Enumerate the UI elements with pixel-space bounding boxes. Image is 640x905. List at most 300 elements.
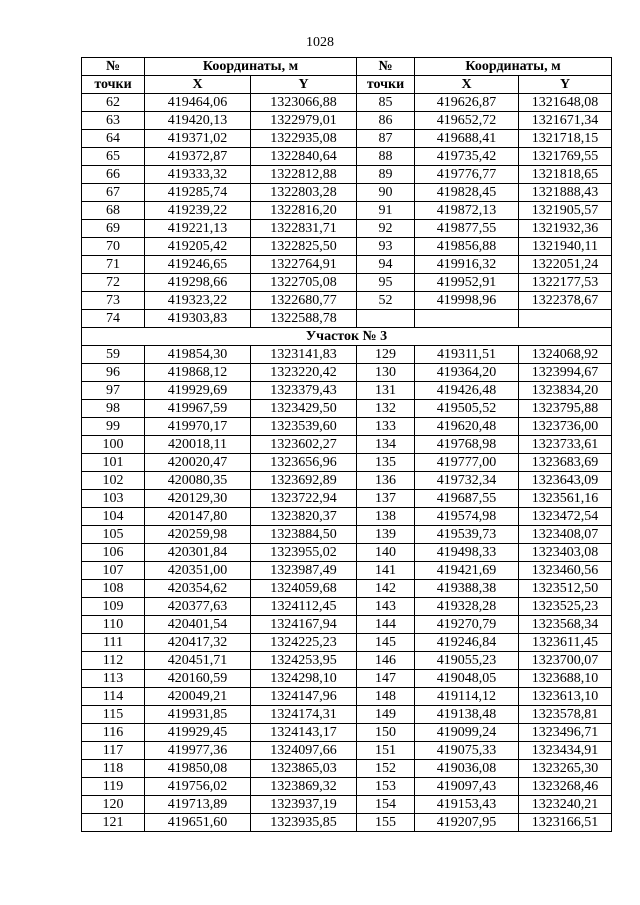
table-row <box>82 166 612 184</box>
y-left-cell: 1323722,94 <box>251 490 357 508</box>
point-no-left-cell: 103 <box>82 490 145 508</box>
table-row <box>82 148 612 166</box>
x-right-cell: 419270,79 <box>415 616 519 634</box>
x-right-cell: 419877,55 <box>415 220 519 238</box>
table-row <box>82 130 612 148</box>
table-row <box>82 778 612 796</box>
point-no-left-cell: 66 <box>82 166 145 184</box>
table-row <box>82 526 612 544</box>
x-right-cell: 419777,00 <box>415 454 519 472</box>
header-row-bottom <box>82 76 612 94</box>
y-left-cell: 1323955,02 <box>251 544 357 562</box>
y-left-cell: 1324253,95 <box>251 652 357 670</box>
point-no-left-cell: 101 <box>82 454 145 472</box>
point-no-left-cell: 119 <box>82 778 145 796</box>
y-left-cell: 1322935,08 <box>251 130 357 148</box>
x-left-cell: 419298,66 <box>145 274 251 292</box>
point-no-left-cell: 111 <box>82 634 145 652</box>
point-word-header-right: точки <box>357 76 415 94</box>
y-left-cell: 1323379,43 <box>251 382 357 400</box>
point-no-left-cell: 59 <box>82 346 145 364</box>
point-no-right-cell: 90 <box>357 184 415 202</box>
x-right-cell: 419872,13 <box>415 202 519 220</box>
x-left-cell: 420049,21 <box>145 688 251 706</box>
y-left-cell: 1324167,94 <box>251 616 357 634</box>
x-left-cell: 420160,59 <box>145 670 251 688</box>
y-right-cell: 1321769,55 <box>519 148 612 166</box>
point-no-left-cell: 116 <box>82 724 145 742</box>
x-right-cell: 419426,48 <box>415 382 519 400</box>
section-title-row <box>82 328 612 346</box>
point-no-right-cell: 131 <box>357 382 415 400</box>
point-no-left-cell: 112 <box>82 652 145 670</box>
point-no-right-cell: 129 <box>357 346 415 364</box>
point-no-left-cell: 96 <box>82 364 145 382</box>
y-left-cell: 1322705,08 <box>251 274 357 292</box>
x-left-cell: 419970,17 <box>145 418 251 436</box>
table-row <box>82 346 612 364</box>
point-no-right-cell: 154 <box>357 796 415 814</box>
x-left-cell: 419854,30 <box>145 346 251 364</box>
y-right-cell: 1323525,23 <box>519 598 612 616</box>
table-row <box>82 274 612 292</box>
y-left-cell: 1322812,88 <box>251 166 357 184</box>
y-left-cell: 1323220,42 <box>251 364 357 382</box>
point-no-right-cell: 137 <box>357 490 415 508</box>
x-header-right: X <box>415 76 519 94</box>
point-no-left-cell: 118 <box>82 760 145 778</box>
y-left-cell: 1323820,37 <box>251 508 357 526</box>
y-left-cell: 1324059,68 <box>251 580 357 598</box>
table-row <box>82 112 612 130</box>
x-right-cell: 419421,69 <box>415 562 519 580</box>
table-row <box>82 580 612 598</box>
y-left-cell: 1322840,64 <box>251 148 357 166</box>
table-row <box>82 598 612 616</box>
y-left-cell: 1323141,83 <box>251 346 357 364</box>
y-right-cell: 1321648,08 <box>519 94 612 112</box>
table-header <box>82 58 612 94</box>
y-left-cell: 1323602,27 <box>251 436 357 454</box>
header-row-top <box>82 58 612 76</box>
table-row <box>82 220 612 238</box>
x-right-cell: 419776,77 <box>415 166 519 184</box>
y-right-cell: 1321718,15 <box>519 130 612 148</box>
y-right-cell: 1323643,09 <box>519 472 612 490</box>
x-left-cell: 420351,00 <box>145 562 251 580</box>
y-left-cell: 1322831,71 <box>251 220 357 238</box>
point-no-right-cell: 150 <box>357 724 415 742</box>
point-no-left-cell: 97 <box>82 382 145 400</box>
x-right-cell: 419075,33 <box>415 742 519 760</box>
point-no-right-cell <box>357 310 415 328</box>
point-no-left-cell: 71 <box>82 256 145 274</box>
page-number: 1028 <box>306 35 334 50</box>
y-left-cell: 1324143,17 <box>251 724 357 742</box>
table-row <box>82 544 612 562</box>
y-right-cell: 1323994,67 <box>519 364 612 382</box>
x-left-cell: 419239,22 <box>145 202 251 220</box>
y-left-cell: 1324112,45 <box>251 598 357 616</box>
point-no-right-cell: 155 <box>357 814 415 832</box>
x-right-cell: 419138,48 <box>415 706 519 724</box>
point-no-left-cell: 64 <box>82 130 145 148</box>
x-right-cell: 419952,91 <box>415 274 519 292</box>
y-right-cell: 1323834,20 <box>519 382 612 400</box>
y-right-cell: 1323611,45 <box>519 634 612 652</box>
y-right-cell: 1324068,92 <box>519 346 612 364</box>
point-no-right-cell: 153 <box>357 778 415 796</box>
x-left-cell: 419205,42 <box>145 238 251 256</box>
x-right-cell: 419626,87 <box>415 94 519 112</box>
y-right-cell: 1323736,00 <box>519 418 612 436</box>
y-right-cell: 1323568,34 <box>519 616 612 634</box>
x-right-cell: 419505,52 <box>415 400 519 418</box>
table-row <box>82 472 612 490</box>
y-right-cell: 1323700,07 <box>519 652 612 670</box>
y-left-cell: 1323987,49 <box>251 562 357 580</box>
point-no-right-cell: 147 <box>357 670 415 688</box>
x-right-cell: 419574,98 <box>415 508 519 526</box>
x-left-cell: 419713,89 <box>145 796 251 814</box>
y-right-cell: 1323434,91 <box>519 742 612 760</box>
x-right-cell: 419916,32 <box>415 256 519 274</box>
x-left-cell: 419850,08 <box>145 760 251 778</box>
table-row <box>82 670 612 688</box>
y-right-cell: 1321905,57 <box>519 202 612 220</box>
table-row <box>82 634 612 652</box>
point-no-right-cell: 141 <box>357 562 415 580</box>
point-no-right-cell: 144 <box>357 616 415 634</box>
point-no-right-cell: 95 <box>357 274 415 292</box>
table-row <box>82 616 612 634</box>
point-no-right-cell: 132 <box>357 400 415 418</box>
point-no-left-cell: 110 <box>82 616 145 634</box>
y-right-cell: 1323578,81 <box>519 706 612 724</box>
y-right-cell: 1321932,36 <box>519 220 612 238</box>
y-left-cell: 1323884,50 <box>251 526 357 544</box>
y-right-cell: 1322378,67 <box>519 292 612 310</box>
point-no-right-cell: 133 <box>357 418 415 436</box>
y-right-cell <box>519 310 612 328</box>
x-left-cell: 419221,13 <box>145 220 251 238</box>
x-right-cell: 419652,72 <box>415 112 519 130</box>
y-left-cell: 1323865,03 <box>251 760 357 778</box>
y-left-cell: 1323539,60 <box>251 418 357 436</box>
x-right-cell: 419688,41 <box>415 130 519 148</box>
x-left-cell: 420354,62 <box>145 580 251 598</box>
x-left-cell: 419372,87 <box>145 148 251 166</box>
y-right-cell: 1323268,46 <box>519 778 612 796</box>
table-row <box>82 454 612 472</box>
point-no-left-cell: 104 <box>82 508 145 526</box>
point-word-header-left: точки <box>82 76 145 94</box>
x-left-cell: 419929,45 <box>145 724 251 742</box>
y-right-cell: 1322051,24 <box>519 256 612 274</box>
point-no-right-cell: 93 <box>357 238 415 256</box>
x-left-cell: 419464,06 <box>145 94 251 112</box>
x-left-cell: 420401,54 <box>145 616 251 634</box>
y-left-cell: 1323869,32 <box>251 778 357 796</box>
x-left-cell: 420259,98 <box>145 526 251 544</box>
point-no-left-cell: 121 <box>82 814 145 832</box>
x-right-cell: 419687,55 <box>415 490 519 508</box>
point-no-right-cell: 145 <box>357 634 415 652</box>
table-row <box>82 706 612 724</box>
point-no-left-cell: 63 <box>82 112 145 130</box>
table-row <box>82 436 612 454</box>
point-no-left-cell: 98 <box>82 400 145 418</box>
x-left-cell: 420080,35 <box>145 472 251 490</box>
point-no-left-cell: 67 <box>82 184 145 202</box>
x-left-cell: 419333,32 <box>145 166 251 184</box>
point-no-right-cell: 134 <box>357 436 415 454</box>
table-row <box>82 364 612 382</box>
y-right-cell: 1323460,56 <box>519 562 612 580</box>
y-right-cell: 1323613,10 <box>519 688 612 706</box>
x-right-cell: 419768,98 <box>415 436 519 454</box>
x-header-left: X <box>145 76 251 94</box>
table-row <box>82 724 612 742</box>
point-no-right-cell: 94 <box>357 256 415 274</box>
x-left-cell: 419323,22 <box>145 292 251 310</box>
table-row <box>82 292 612 310</box>
y-right-cell: 1323561,16 <box>519 490 612 508</box>
y-right-cell: 1323496,71 <box>519 724 612 742</box>
point-no-right-cell: 148 <box>357 688 415 706</box>
y-right-cell: 1323795,88 <box>519 400 612 418</box>
section-1-body <box>82 94 612 328</box>
table-row <box>82 256 612 274</box>
y-right-cell: 1323265,30 <box>519 760 612 778</box>
point-no-right-cell: 149 <box>357 706 415 724</box>
x-right-cell: 419828,45 <box>415 184 519 202</box>
x-left-cell: 420020,47 <box>145 454 251 472</box>
point-no-left-cell: 102 <box>82 472 145 490</box>
coordinates-table <box>81 57 612 832</box>
x-left-cell: 420301,84 <box>145 544 251 562</box>
y-left-cell: 1324298,10 <box>251 670 357 688</box>
x-right-cell: 419048,05 <box>415 670 519 688</box>
y-left-cell: 1324225,23 <box>251 634 357 652</box>
point-no-right-cell: 87 <box>357 130 415 148</box>
point-no-left-cell: 100 <box>82 436 145 454</box>
y-right-cell: 1323166,51 <box>519 814 612 832</box>
x-left-cell: 419246,65 <box>145 256 251 274</box>
x-left-cell: 419868,12 <box>145 364 251 382</box>
point-no-left-cell: 106 <box>82 544 145 562</box>
x-left-cell: 420451,71 <box>145 652 251 670</box>
y-right-cell: 1323733,61 <box>519 436 612 454</box>
x-left-cell: 419371,02 <box>145 130 251 148</box>
table-row <box>82 652 612 670</box>
section-2-title-body <box>82 328 612 346</box>
table-row <box>82 562 612 580</box>
x-left-cell: 420377,63 <box>145 598 251 616</box>
x-left-cell: 419929,69 <box>145 382 251 400</box>
point-no-left-cell: 65 <box>82 148 145 166</box>
point-no-left-cell: 73 <box>82 292 145 310</box>
coords-title-left: Координаты, м <box>145 58 357 76</box>
table-row <box>82 94 612 112</box>
point-no-left-cell: 74 <box>82 310 145 328</box>
x-right-cell: 419055,23 <box>415 652 519 670</box>
section-title: Участок № 3 <box>82 328 612 346</box>
x-left-cell: 419756,02 <box>145 778 251 796</box>
table-row <box>82 184 612 202</box>
point-no-right-cell: 86 <box>357 112 415 130</box>
point-no-left-cell: 108 <box>82 580 145 598</box>
point-no-right-cell: 135 <box>357 454 415 472</box>
x-left-cell: 419420,13 <box>145 112 251 130</box>
point-no-left-cell: 99 <box>82 418 145 436</box>
y-left-cell: 1323066,88 <box>251 94 357 112</box>
y-left-cell: 1322816,20 <box>251 202 357 220</box>
table-row <box>82 796 612 814</box>
point-no-left-cell: 115 <box>82 706 145 724</box>
table-row <box>82 418 612 436</box>
coords-title-right: Координаты, м <box>415 58 612 76</box>
y-left-cell: 1324097,66 <box>251 742 357 760</box>
y-left-cell: 1322764,91 <box>251 256 357 274</box>
point-no-left-cell: 105 <box>82 526 145 544</box>
y-left-cell: 1324147,96 <box>251 688 357 706</box>
x-right-cell: 419620,48 <box>415 418 519 436</box>
table-row <box>82 760 612 778</box>
y-left-cell: 1323429,50 <box>251 400 357 418</box>
y-right-cell: 1322177,53 <box>519 274 612 292</box>
point-no-left-cell: 107 <box>82 562 145 580</box>
y-left-cell: 1323935,85 <box>251 814 357 832</box>
x-right-cell: 419498,33 <box>415 544 519 562</box>
y-left-cell: 1323692,89 <box>251 472 357 490</box>
y-right-cell: 1323472,54 <box>519 508 612 526</box>
point-no-right-cell: 91 <box>357 202 415 220</box>
point-no-left-cell: 113 <box>82 670 145 688</box>
x-right-cell: 419099,24 <box>415 724 519 742</box>
y-left-cell: 1322825,50 <box>251 238 357 256</box>
point-no-right-cell: 138 <box>357 508 415 526</box>
point-no-right-cell: 92 <box>357 220 415 238</box>
y-left-cell: 1324174,31 <box>251 706 357 724</box>
y-left-cell: 1323656,96 <box>251 454 357 472</box>
y-right-cell: 1321671,34 <box>519 112 612 130</box>
x-right-cell: 419856,88 <box>415 238 519 256</box>
x-right-cell: 419153,43 <box>415 796 519 814</box>
x-left-cell: 419967,59 <box>145 400 251 418</box>
point-no-right-cell: 151 <box>357 742 415 760</box>
point-no-right-cell: 139 <box>357 526 415 544</box>
point-no-header-right: № <box>357 58 415 76</box>
point-no-right-cell: 142 <box>357 580 415 598</box>
x-right-cell: 419207,95 <box>415 814 519 832</box>
x-right-cell: 419539,73 <box>415 526 519 544</box>
x-left-cell: 420417,32 <box>145 634 251 652</box>
point-no-left-cell: 72 <box>82 274 145 292</box>
point-no-right-cell: 143 <box>357 598 415 616</box>
y-left-cell: 1322979,01 <box>251 112 357 130</box>
x-right-cell: 419328,28 <box>415 598 519 616</box>
y-left-cell: 1322588,78 <box>251 310 357 328</box>
table-row <box>82 310 612 328</box>
point-no-left-cell: 109 <box>82 598 145 616</box>
point-no-left-cell: 69 <box>82 220 145 238</box>
x-left-cell: 419651,60 <box>145 814 251 832</box>
y-header-right: Y <box>519 76 612 94</box>
x-left-cell: 419303,83 <box>145 310 251 328</box>
point-no-right-cell: 136 <box>357 472 415 490</box>
point-no-right-cell: 88 <box>357 148 415 166</box>
y-header-left: Y <box>251 76 357 94</box>
x-right-cell: 419735,42 <box>415 148 519 166</box>
point-no-left-cell: 62 <box>82 94 145 112</box>
section-2-body <box>82 346 612 832</box>
x-right-cell: 419311,51 <box>415 346 519 364</box>
y-right-cell: 1321818,65 <box>519 166 612 184</box>
point-no-right-cell: 152 <box>357 760 415 778</box>
y-right-cell: 1323403,08 <box>519 544 612 562</box>
y-left-cell: 1322803,28 <box>251 184 357 202</box>
y-right-cell: 1321940,11 <box>519 238 612 256</box>
point-no-left-cell: 120 <box>82 796 145 814</box>
x-right-cell <box>415 310 519 328</box>
point-no-right-cell: 52 <box>357 292 415 310</box>
point-no-right-cell: 140 <box>357 544 415 562</box>
x-left-cell: 420018,11 <box>145 436 251 454</box>
table-row <box>82 202 612 220</box>
x-left-cell: 420129,30 <box>145 490 251 508</box>
y-left-cell: 1322680,77 <box>251 292 357 310</box>
x-left-cell: 419977,36 <box>145 742 251 760</box>
point-no-right-cell: 85 <box>357 94 415 112</box>
table-row <box>82 238 612 256</box>
point-no-right-cell: 130 <box>357 364 415 382</box>
x-right-cell: 419114,12 <box>415 688 519 706</box>
point-no-left-cell: 70 <box>82 238 145 256</box>
table-row <box>82 742 612 760</box>
table-row <box>82 688 612 706</box>
x-left-cell: 419285,74 <box>145 184 251 202</box>
table-row <box>82 400 612 418</box>
x-right-cell: 419998,96 <box>415 292 519 310</box>
x-right-cell: 419388,38 <box>415 580 519 598</box>
x-right-cell: 419036,08 <box>415 760 519 778</box>
y-right-cell: 1321888,43 <box>519 184 612 202</box>
point-no-left-cell: 117 <box>82 742 145 760</box>
x-right-cell: 419364,20 <box>415 364 519 382</box>
point-no-right-cell: 89 <box>357 166 415 184</box>
y-right-cell: 1323683,69 <box>519 454 612 472</box>
point-no-left-cell: 68 <box>82 202 145 220</box>
x-left-cell: 420147,80 <box>145 508 251 526</box>
y-right-cell: 1323512,50 <box>519 580 612 598</box>
y-right-cell: 1323408,07 <box>519 526 612 544</box>
y-right-cell: 1323240,21 <box>519 796 612 814</box>
point-no-header-left: № <box>82 58 145 76</box>
x-right-cell: 419732,34 <box>415 472 519 490</box>
x-right-cell: 419246,84 <box>415 634 519 652</box>
y-left-cell: 1323937,19 <box>251 796 357 814</box>
point-no-left-cell: 114 <box>82 688 145 706</box>
table-row <box>82 508 612 526</box>
x-left-cell: 419931,85 <box>145 706 251 724</box>
table-row <box>82 382 612 400</box>
y-right-cell: 1323688,10 <box>519 670 612 688</box>
table-row <box>82 490 612 508</box>
x-right-cell: 419097,43 <box>415 778 519 796</box>
table-row <box>82 814 612 832</box>
point-no-right-cell: 146 <box>357 652 415 670</box>
